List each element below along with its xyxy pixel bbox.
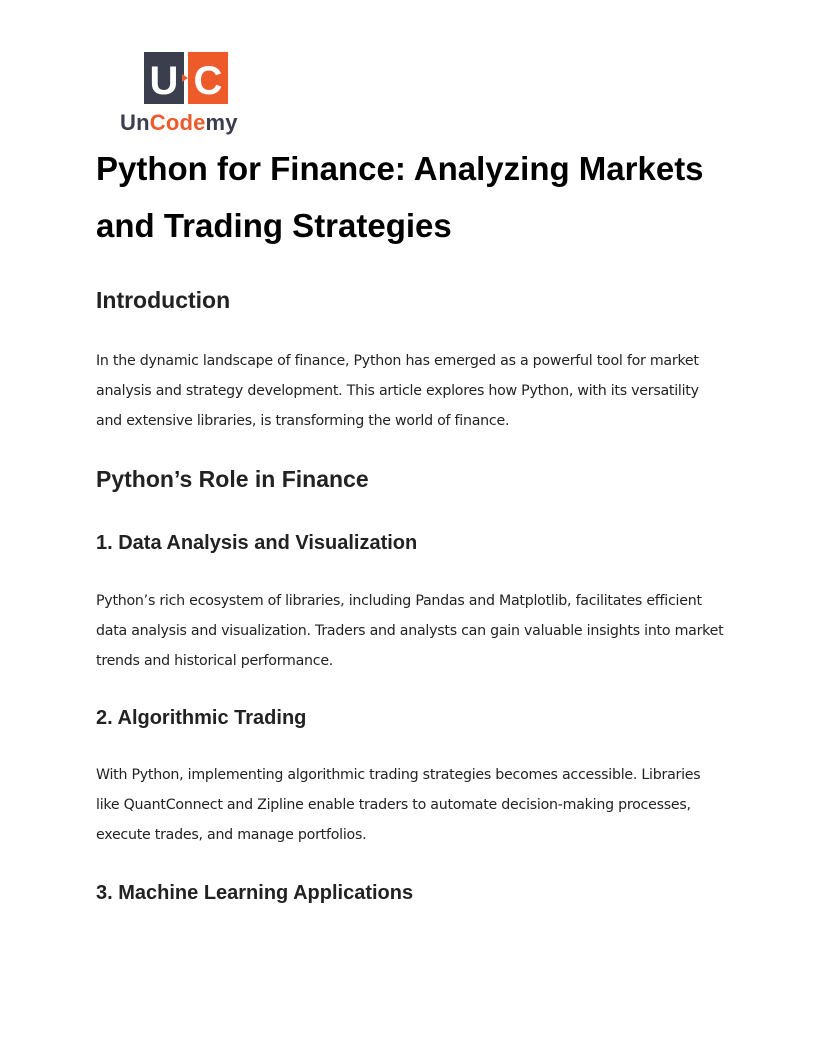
paragraph-algorithmic-trading: With Python, implementing algorithmic trading strategies becomes accessible. Libraries like QuantConnect and Zipline enable traders to automate decision-making processes, execute trades, and manage portfolios. (96, 767, 701, 843)
logo-wordmark: UnCodemy (120, 110, 238, 135)
heading-introduction: Introduction (96, 287, 231, 313)
paragraph-data-analysis: Python’s rich ecosystem of libraries, including Pandas and Matplotlib, facilitates efficient data analysis and visualization. Traders and analysts can gain valuable insights into market trends and historical performance. (96, 593, 724, 669)
heading-algorithmic-trading: 2. Algorithmic Trading (96, 707, 307, 729)
paragraph-introduction: In the dynamic landscape of finance, Python has emerged as a powerful tool for market analysis and strategy development. This article explores how Python, with its versatility and extensive libraries, is transforming the world of finance. (96, 353, 699, 429)
logo-mark-left-letter: U (149, 59, 179, 103)
heading-data-analysis: 1. Data Analysis and Visualization (96, 532, 418, 554)
document-title: Python for Finance: Analyzing Markets and Trading Strategies (96, 150, 704, 244)
uncodemy-logo (120, 52, 260, 138)
heading-pythons-role: Python’s Role in Finance (96, 466, 369, 492)
uncodemy-logo-mark (144, 52, 228, 104)
heading-machine-learning: 3. Machine Learning Applications (96, 882, 414, 904)
logo-mark-right-letter: C (193, 59, 223, 103)
